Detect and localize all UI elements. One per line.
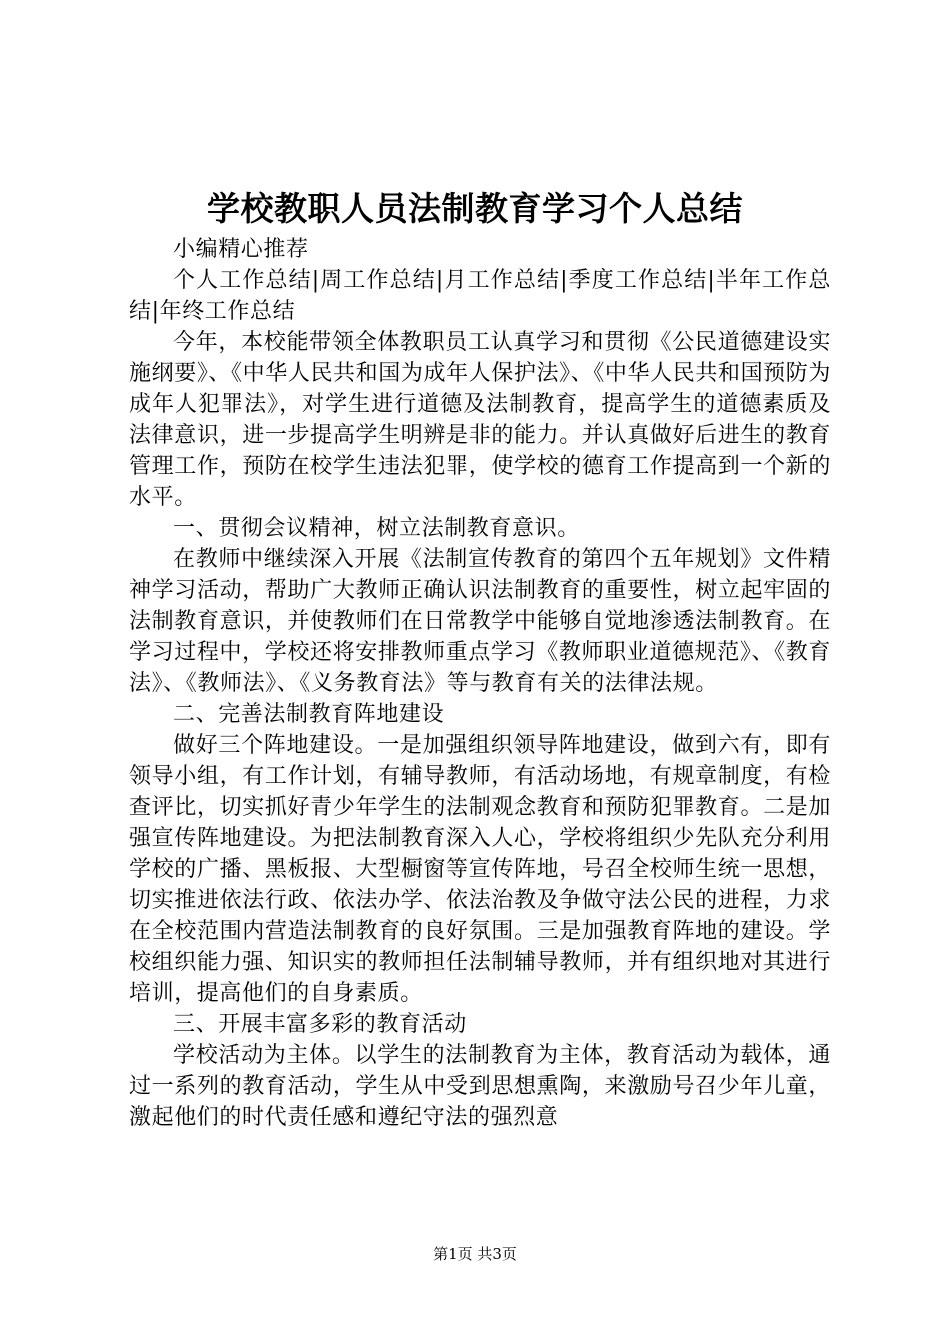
section-1-paragraph: 在教师中继续深入开展《法制宣传教育的第四个五年规划》文件精神学习活动，帮助广大教师正确认识法制教育的重要性，树立起牢固的法制教育意识，并使教师们在日常教学中能够自觉地渗透法制教育。在学习过程中，学校还将安排教师重点学习《教师职业道德规范》、《教育法》、《教师法》、《义务教育法》等与教育有关的法律法规。 — [129, 547, 831, 696]
page-number-footer: 第1页 共3页 — [433, 1245, 517, 1263]
recommend-line: 小编精心推荐 — [173, 237, 309, 262]
section-heading-1: 一、贯彻会议精神，树立法制教育意识。 — [173, 516, 580, 541]
section-3-paragraph: 学校活动为主体。以学生的法制教育为主体，教育活动为载体，通过一系列的教育活动，学生从中受到思想熏陶，来激励号召少年儿童，激起他们的时代责任感和遵纪守法的强烈意 — [129, 1043, 831, 1130]
document-title: 学校教职人员法制教育学习个人总结 — [207, 189, 743, 228]
intro-paragraph: 今年，本校能带领全体教职员工认真学习和贯彻《公民道德建设实施纲要》、《中华人民共和国为成年人保护法》、《中华人民共和国预防为成年人犯罪法》，对学生进行道德及法制教育，提高学生的道德素质及法律意识，进一步提高学生明辨是非的能力。并认真做好后进生的教育管理工作，预防在校学生违法犯罪，使学校的德育工作提高到一个新的水平。 — [129, 330, 831, 510]
section-heading-2: 二、完善法制教育阵地建设 — [173, 702, 445, 727]
section-heading-3: 三、开展丰富多彩的教育活动 — [173, 1012, 467, 1037]
document-body — [129, 234, 831, 1133]
summary-links-line: 个人工作总结|周工作总结|月工作总结|季度工作总结|半年工作总结|年终工作总结 — [129, 268, 831, 324]
section-2-paragraph: 做好三个阵地建设。一是加强组织领导阵地建设，做到六有，即有领导小组，有工作计划，有辅导教师，有活动场地，有规章制度，有检查评比，切实抓好青少年学生的法制观念教育和预防犯罪教育。二是加强宣传阵地建设。为把法制教育深入人心，学校将组织少先队充分利用学校的广播、黑板报、大型橱窗等宣传阵地，号召全校师生统一思想，切实推进依法行政、依法办学、依法治教及争做守法公民的进程，力求在全校范围内营造法制教育的良好氛围。三是加强教育阵地的建设。学校组织能力强、知识实的教师担任法制辅导教师，并有组织地对其进行培训，提高他们的自身素质。 — [129, 733, 831, 1006]
